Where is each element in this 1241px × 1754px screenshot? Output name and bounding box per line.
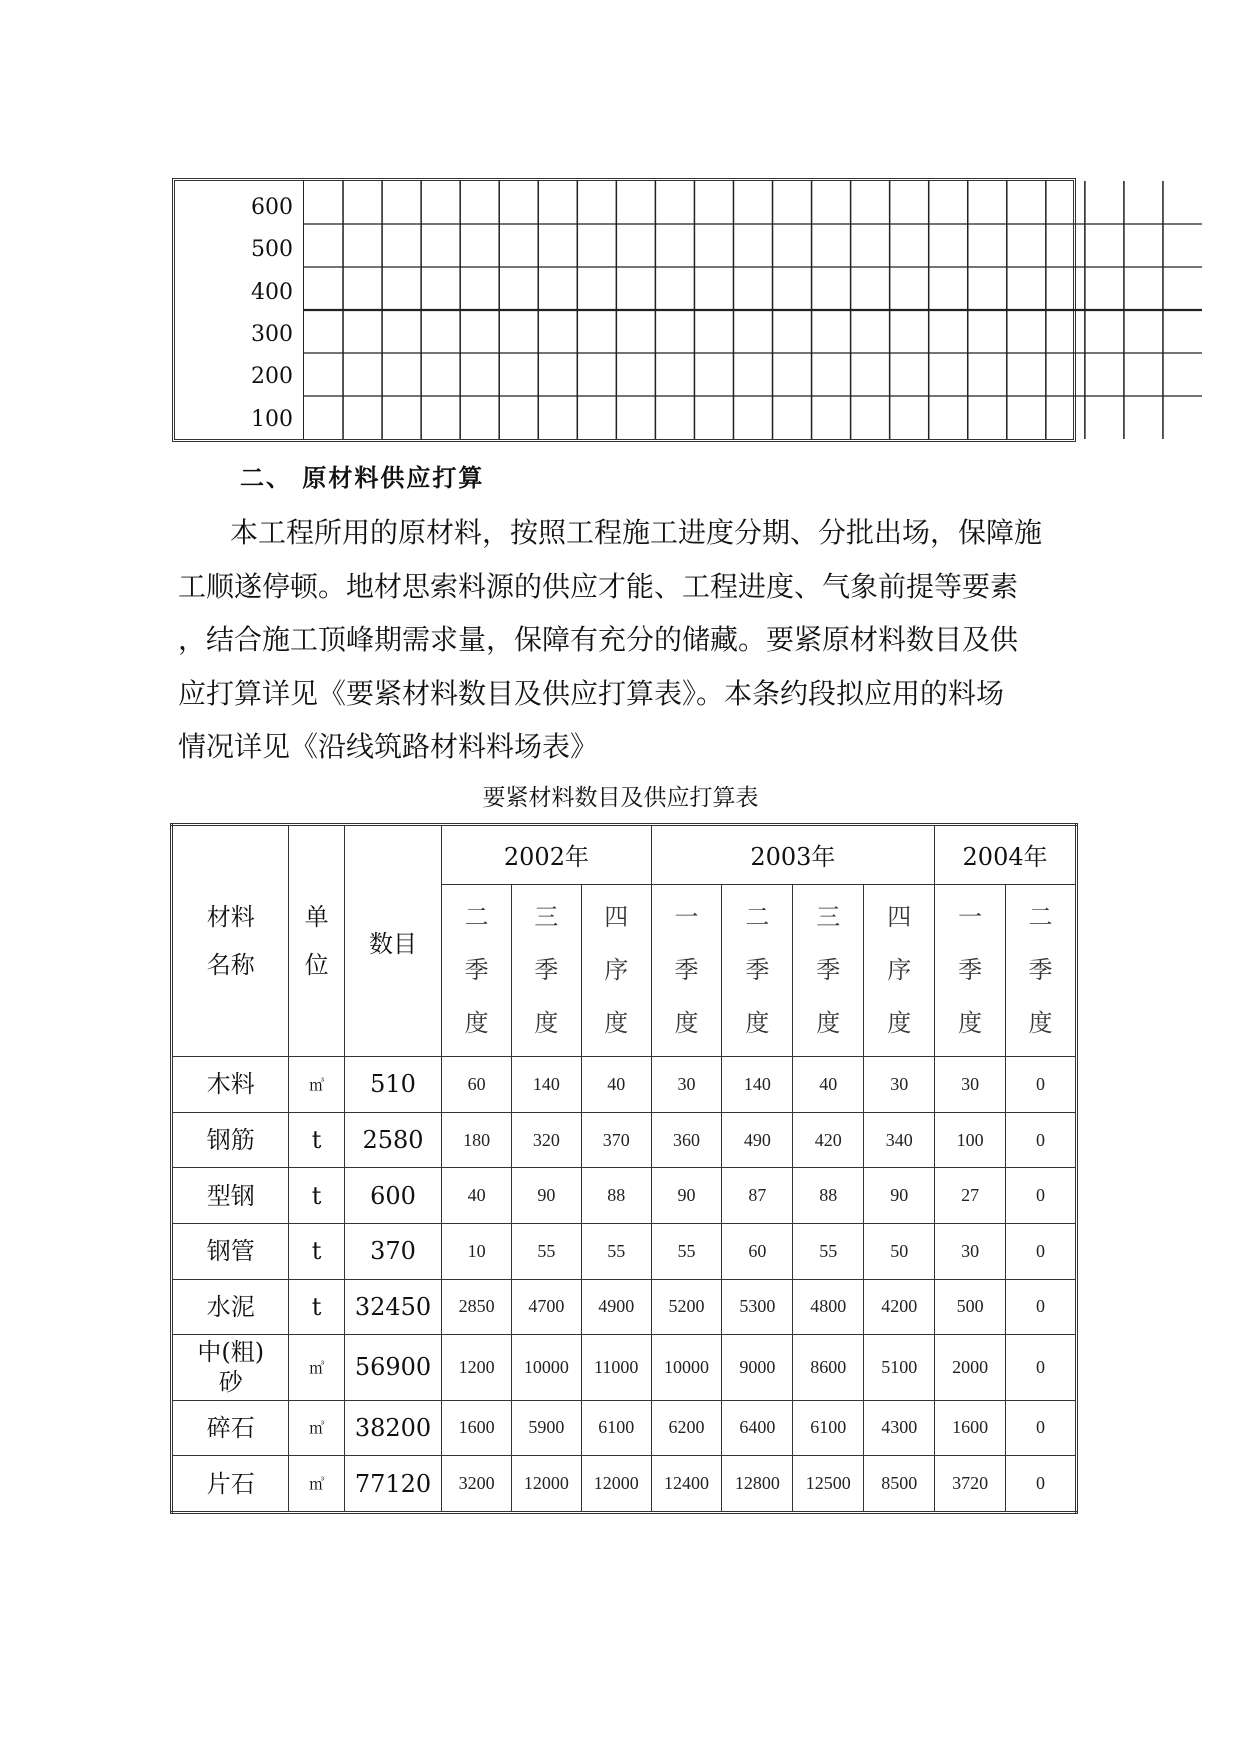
quarter-value: 0 [1006,1168,1077,1224]
material-name [172,1112,289,1168]
grid-y-axis-labels [175,181,303,439]
quarter-value: 30 [864,1057,935,1113]
table-row [172,1279,1077,1335]
header-quarter [581,884,651,1056]
quarter-value: 0 [1006,1224,1077,1280]
header-char: 度 [464,1009,489,1038]
grid-y-label: 300 [251,321,293,347]
quarter-value: 9000 [722,1335,793,1400]
quarter-value: 2850 [442,1279,512,1335]
table-row [172,1112,1077,1168]
header-quarter [864,884,935,1056]
quarter-value: 12000 [581,1456,651,1513]
table-row [172,1400,1077,1456]
quarter-value: 30 [935,1057,1006,1113]
quarter-value: 12800 [722,1456,793,1513]
grid-y-label: 200 [251,364,293,390]
paragraph-line: 应打算详见《要紧材料数目及供应打算表》。本条约段拟应用的料场 [178,676,1005,710]
table-row [172,1456,1077,1513]
material-total: 38200 [344,1400,441,1456]
quarter-value: 50 [864,1224,935,1280]
material-unit: ㎥ [289,1400,344,1456]
header-char: 水泥 [206,1292,255,1321]
header-char: 季 [534,956,559,985]
material-name [172,1279,289,1335]
grid-cells [303,181,1202,439]
header-char: 型钢 [206,1181,255,1210]
material-unit: t [289,1224,344,1280]
quarter-value: 6400 [722,1400,793,1456]
header-quarter [722,884,793,1056]
quarter-value: 140 [722,1057,793,1113]
header-char: 中(粗) [197,1338,265,1367]
header-char: 四 [887,903,912,932]
header-char: 季 [745,956,770,985]
quarter-value: 55 [793,1224,864,1280]
material-name [172,1057,289,1113]
header-char: 度 [745,1009,770,1038]
table-body [172,825,1077,1513]
quarter-value: 100 [935,1112,1006,1168]
grid-y-label: 400 [251,279,293,305]
quarter-value: 0 [1006,1400,1077,1456]
table-row [172,1224,1077,1280]
quarter-value: 420 [793,1112,864,1168]
header-quarter [935,884,1006,1056]
header-char: 一 [958,903,983,932]
quarter-value: 40 [581,1057,651,1113]
header-char: 砂 [218,1368,243,1397]
paragraph-line: 情况详见《沿线筑路材料料场表》 [178,730,599,763]
header-char: 二 [745,903,770,932]
header-char: 度 [1028,1009,1053,1038]
quarter-value: 4300 [864,1400,935,1456]
header-char: 序 [604,956,629,985]
header-char: 度 [887,1009,912,1038]
header-char: 钢管 [206,1237,255,1266]
quarter-value: 27 [935,1168,1006,1224]
quarter-value: 6100 [581,1400,651,1456]
header-char: 三 [816,903,841,932]
section-heading: 二、 原材料供应打算 [240,464,485,492]
header-char: 单 [304,903,329,932]
quarter-value: 0 [1006,1057,1077,1113]
header-year: 2002年 [442,825,651,885]
quarter-value: 55 [651,1224,722,1280]
quarter-value: 12500 [793,1456,864,1513]
header-char: 三 [534,903,559,932]
quarter-value: 1600 [442,1400,512,1456]
material-total: 600 [344,1168,441,1224]
quarter-value: 0 [1006,1456,1077,1513]
quarter-value: 370 [581,1112,651,1168]
quarter-value: 10000 [512,1335,582,1400]
table-row [172,1335,1077,1400]
material-unit: t [289,1112,344,1168]
header-char: 碎石 [206,1413,255,1442]
quarter-value: 6200 [651,1400,722,1456]
grid-y-label: 600 [251,195,293,220]
header-char: 度 [604,1009,629,1038]
header-quarter [512,884,582,1056]
material-total: 2580 [344,1112,441,1168]
quarter-value: 4200 [864,1279,935,1335]
quarter-value: 88 [581,1168,651,1224]
header-char: 度 [958,1009,983,1038]
quarter-value: 4700 [512,1279,582,1335]
quarter-value: 12000 [512,1456,582,1513]
header-char: 位 [304,951,329,980]
quarter-value: 90 [651,1168,722,1224]
quarter-value: 5300 [722,1279,793,1335]
quarter-value: 60 [442,1057,512,1113]
quarter-value: 10000 [651,1335,722,1400]
header-char: 片石 [206,1469,255,1498]
quarter-value: 340 [864,1112,935,1168]
quarter-value: 40 [793,1057,864,1113]
header-char: 木料 [206,1070,255,1099]
quarter-value: 8500 [864,1456,935,1513]
material-total: 56900 [344,1335,441,1400]
quarter-value: 3720 [935,1456,1006,1513]
quarter-value: 8600 [793,1335,864,1400]
quarter-value: 2000 [935,1335,1006,1400]
grid-y-label: 500 [251,237,293,263]
quarter-value: 12400 [651,1456,722,1513]
material-total: 370 [344,1224,441,1280]
material-name [172,1400,289,1456]
header-char: 季 [464,956,489,985]
header-year: 2003年 [651,825,935,885]
header-char: 名称 [206,951,255,980]
quarter-value: 360 [651,1112,722,1168]
quarter-value: 90 [512,1168,582,1224]
table-row [172,1168,1077,1224]
header-total: 数目 [344,825,441,1057]
material-name [172,1456,289,1513]
quarter-value: 90 [864,1168,935,1224]
quarter-value: 490 [722,1112,793,1168]
quarter-value: 4800 [793,1279,864,1335]
material-unit: ㎥ [289,1335,344,1400]
grid-y-label: 100 [251,406,293,432]
header-char: 一 [674,903,699,932]
material-unit: ㎥ [289,1456,344,1513]
paragraph-line: ，结合施工顶峰期需求量，保障有充分的储藏。要紧原材料数目及供 [178,623,1019,656]
material-total: 32450 [344,1279,441,1335]
quarter-value: 87 [722,1168,793,1224]
quarter-value: 55 [581,1224,651,1280]
material-unit: ㎥ [289,1057,344,1113]
table-row [172,1057,1077,1113]
quarter-value: 1200 [442,1335,512,1400]
header-char: 度 [534,1009,559,1038]
body-paragraph [178,506,1078,774]
header-quarter [793,884,864,1056]
quarter-value: 3200 [442,1456,512,1513]
quarter-value: 0 [1006,1279,1077,1335]
material-name [172,1335,289,1400]
header-char: 二 [464,903,489,932]
quarter-value: 5200 [651,1279,722,1335]
header-char: 四 [604,903,629,932]
quarter-value: 10 [442,1224,512,1280]
header-material-name [172,825,289,1057]
header-char: 度 [816,1009,841,1038]
quarter-value: 320 [512,1112,582,1168]
header-char: 季 [674,956,699,985]
quarter-value: 30 [935,1224,1006,1280]
quarter-value: 1600 [935,1400,1006,1456]
material-total: 77120 [344,1456,441,1513]
header-char: 序 [887,956,912,985]
header-char: 钢筋 [206,1126,255,1155]
quarter-value: 0 [1006,1335,1077,1400]
quarter-value: 30 [651,1057,722,1113]
paragraph-line: 本工程所用的原材料，按照工程施工进度分期、分批出场，保障施 [230,516,1043,549]
quarter-value: 140 [512,1057,582,1113]
quarter-value: 6100 [793,1400,864,1456]
quarter-value: 11000 [581,1335,651,1400]
material-unit: t [289,1279,344,1335]
quarter-value: 88 [793,1168,864,1224]
quarter-value: 40 [442,1168,512,1224]
paragraph-line: 工顺遂停顿。地材思索料源的供应才能、工程进度、气象前提等要素 [178,569,1019,603]
header-unit [289,825,344,1057]
quarter-value: 500 [935,1279,1006,1335]
header-char: 季 [816,956,841,985]
quarter-value: 5900 [512,1400,582,1456]
header-year: 2004年 [935,825,1077,885]
quarter-value: 55 [512,1224,582,1280]
header-char: 季 [1028,956,1053,985]
material-unit: t [289,1168,344,1224]
quarter-value: 4900 [581,1279,651,1335]
quarter-value: 0 [1006,1112,1077,1168]
material-name [172,1224,289,1280]
quarter-value: 180 [442,1112,512,1168]
header-quarter [651,884,722,1056]
header-row-years [172,825,1077,885]
table-title: 要紧材料数目及供应打算表 [482,785,759,811]
header-quarter [1006,884,1077,1056]
header-char: 度 [674,1009,699,1038]
material-total: 510 [344,1057,441,1113]
header-quarter [442,884,512,1056]
grid-chart [172,178,1076,442]
header-char: 季 [958,956,983,985]
material-supply-table [170,823,1078,1514]
quarter-value: 60 [722,1224,793,1280]
header-char: 材料 [206,903,255,932]
quarter-value: 5100 [864,1335,935,1400]
material-name [172,1168,289,1224]
header-char: 二 [1028,903,1053,932]
